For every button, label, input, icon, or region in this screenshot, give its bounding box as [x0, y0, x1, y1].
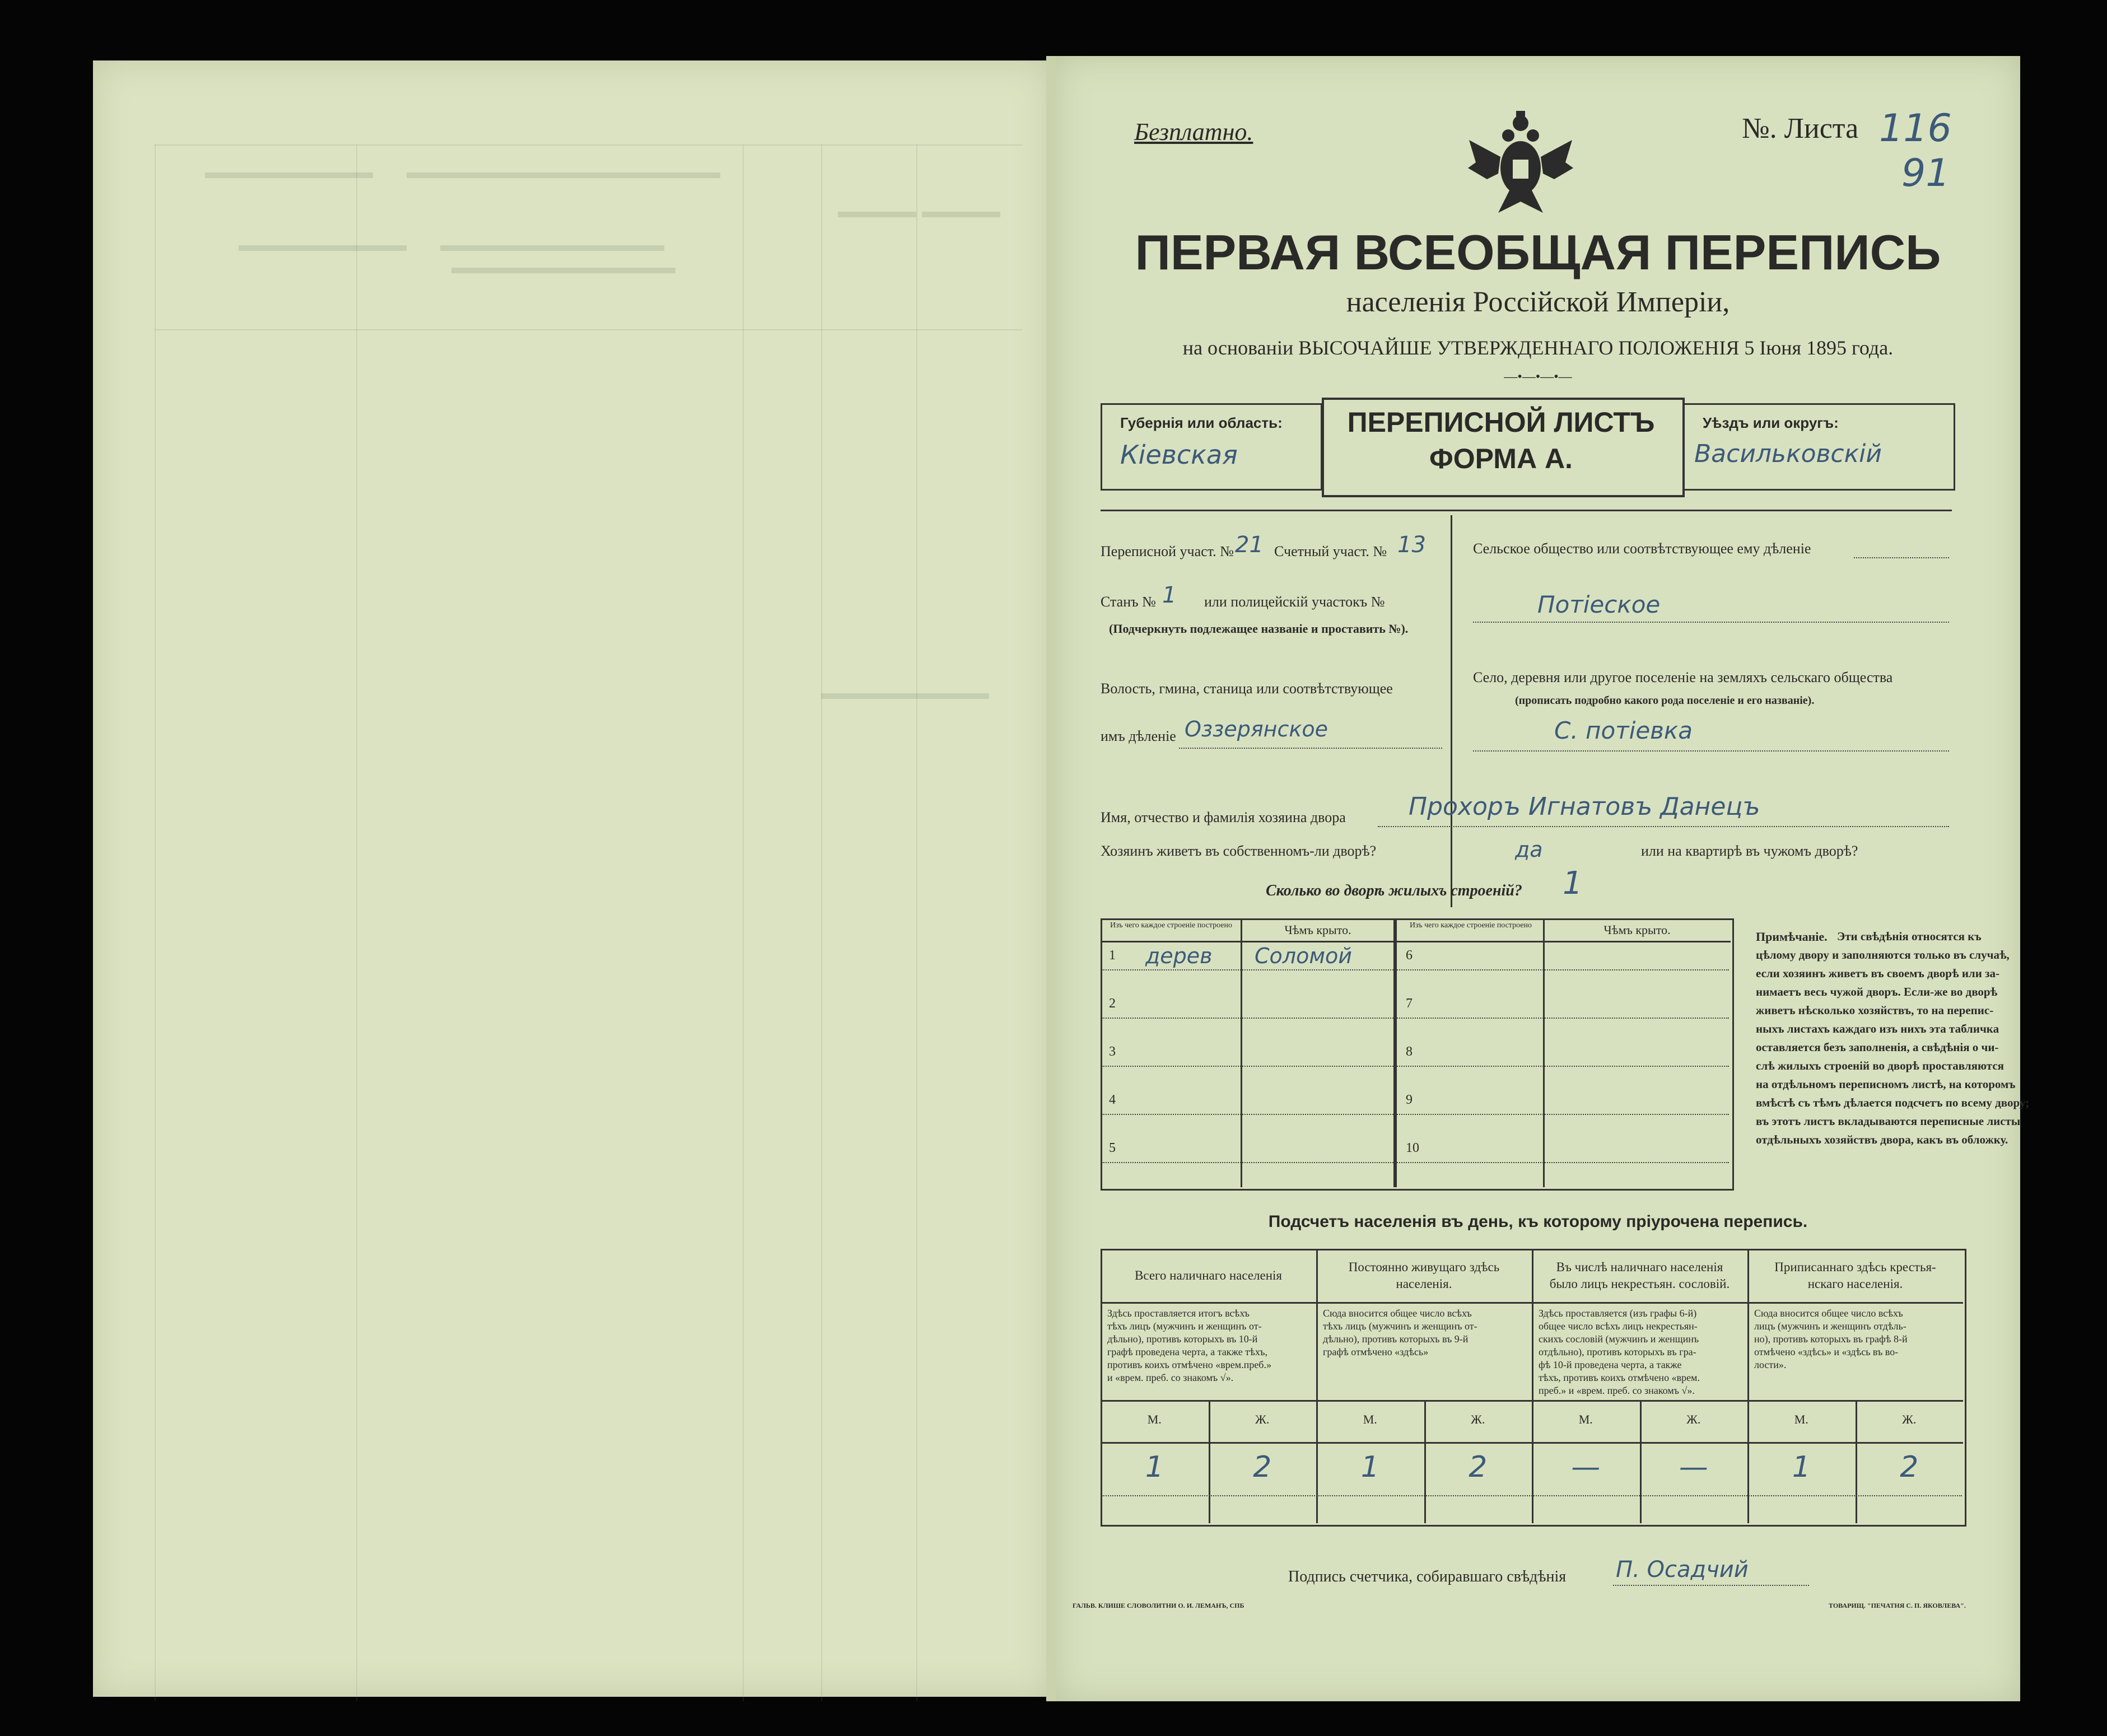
count-m-label: М. — [1147, 1412, 1162, 1426]
volost-label-1: Волость, гмина, станица или соотвѣтствующее — [1101, 680, 1393, 697]
count-values-rule — [1102, 1495, 1962, 1496]
signature-underline — [1613, 1585, 1809, 1586]
free-label: Безплатно. — [1134, 118, 1253, 146]
count-col-desc: и «врем. преб. со знакомъ √». — [1107, 1372, 1234, 1383]
count-col-desc: тѣхъ лицъ (мужчинъ и женщинъ от- — [1323, 1320, 1477, 1332]
material-header-left: Изъ чего каждое строеніе построено — [1110, 921, 1232, 930]
count-col-desc: скихъ сословій (мужчинъ и женщинъ — [1539, 1333, 1699, 1345]
volost-label-2: имъ дѣленіе — [1101, 728, 1176, 744]
count-col-desc: общее число всѣхъ лицъ некрестьян- — [1539, 1320, 1698, 1332]
note-line: цѣлому двору и заполняются только въ случаѣ, — [1756, 948, 2010, 962]
count-col-desc: Здѣсь проставляется итогъ всѣхъ — [1107, 1308, 1250, 1319]
count-f-value: 2 — [1900, 1450, 1919, 1484]
count-m-label: М. — [1363, 1412, 1377, 1426]
note-line: оставляется безъ заполненія, а свѣдѣнія о чи- — [1756, 1040, 1999, 1054]
province-value: Кіевская — [1120, 440, 1238, 470]
count-col-desc: фѣ 10-й проведена черта, а также — [1539, 1359, 1682, 1370]
buildings-table-col-3 — [1543, 918, 1545, 1187]
note-line: ныхъ листахъ каждаго изъ нихъ эта табличка — [1756, 1022, 1999, 1035]
count-col-head: было лицъ некрестьян. сословій. — [1549, 1277, 1730, 1291]
buildings-table-mid — [1393, 918, 1397, 1187]
count-col-head: нскаго населенія. — [1807, 1277, 1903, 1291]
count-f-value: 2 — [1469, 1450, 1488, 1484]
count-heading: Подсчетъ населенія въ день, къ которому пріурочена перепись. — [1268, 1212, 1808, 1231]
census-form-page — [1056, 56, 2030, 1701]
count-col-desc: противъ коихъ отмѣчено «врем.преб.» — [1107, 1359, 1271, 1370]
building-row-number: 10 — [1406, 1141, 1419, 1155]
building-row-rule — [1102, 1162, 1729, 1163]
count-m-value: — — [1571, 1450, 1601, 1484]
owner-value: Прохоръ Игнатовъ Данецъ — [1409, 792, 1760, 821]
fields-divider — [1451, 515, 1452, 907]
count-col-desc: тѣхъ лицъ (мужчинъ и женщинъ от- — [1107, 1320, 1262, 1332]
province-label: Губернія или область: — [1120, 414, 1283, 431]
society-value: Потіеское — [1537, 591, 1661, 618]
note-line: если хозяинъ живетъ въ своемъ дворѣ или за- — [1756, 967, 1999, 980]
building-row-rule — [1102, 1066, 1729, 1067]
count-col-desc: дѣльно), противъ которыхъ въ 9-й — [1323, 1333, 1469, 1345]
census-district-value: 21 — [1235, 532, 1264, 558]
signature-value: П. Осадчий — [1616, 1557, 1749, 1583]
building-row-rule — [1102, 1114, 1729, 1115]
society-underline-1 — [1854, 557, 1949, 558]
building-row-number: 1 — [1109, 948, 1116, 963]
village-note: (прописать подробно какого рода поселеніе и его названіе). — [1515, 694, 1815, 707]
own-yard-label: Хозяинъ живетъ въ собственномъ-ли дворѣ? — [1101, 843, 1377, 859]
building-row-number: 8 — [1406, 1044, 1413, 1059]
sheet-number-label: №. Листа — [1742, 113, 1859, 144]
volost-value: Оззерянское — [1185, 717, 1328, 741]
society-underline-2 — [1473, 622, 1949, 623]
note-line: въ этотъ листъ вкладываются переписные листы — [1756, 1114, 2021, 1128]
own-yard-value: да — [1515, 837, 1543, 862]
count-m-label: М. — [1794, 1412, 1808, 1426]
note-line: живетъ нѣсколько хозяйствъ, то на перепис- — [1756, 1004, 1994, 1017]
building-row-number: 5 — [1109, 1141, 1116, 1155]
building-row-number: 4 — [1109, 1093, 1116, 1107]
count-m-label: М. — [1578, 1412, 1593, 1426]
footer-right: ТОВАРИЩ. "ПЕЧАТНЯ С. П. ЯКОВЛЕВА". — [1829, 1602, 1966, 1609]
footer-left: ГАЛЬВ. КЛИШЕ СЛОВОЛИТНИ О. И. ЛЕМАНЪ, СПБ — [1073, 1602, 1244, 1609]
buildings-label: Сколько во дворѣ жилыхъ строеній? — [1266, 882, 1522, 899]
census-basis: на основаніи ВЫСОЧАЙШЕ УТВЕРЖДЕННАГО ПОЛОЖЕНІЯ 5 Іюня 1895 года. — [1182, 337, 1894, 359]
census-district-label: Переписной участ. № — [1101, 543, 1234, 559]
count-col-desc: Сюда вносится общее число всѣхъ — [1323, 1308, 1472, 1319]
building-row-number: 6 — [1406, 948, 1413, 963]
count-col-head: Всего наличнаго населенія — [1134, 1268, 1283, 1282]
district-label: Уѣздъ или округъ: — [1703, 414, 1839, 431]
village-underline — [1473, 750, 1949, 752]
count-col-head: Въ числѣ наличнаго населенія — [1556, 1260, 1723, 1274]
village-value: С. потіевка — [1554, 717, 1693, 744]
census-subtitle: населенія Россійской Имперіи, — [1346, 286, 1730, 318]
note-line: на отдѣльномъ переписномъ листѣ, на которомъ — [1756, 1077, 2016, 1091]
sheet-number-hand-2: 91 — [1901, 151, 1950, 195]
district-value: Васильковскій — [1694, 440, 1882, 468]
building-material: дерев — [1145, 944, 1213, 968]
building-row-number: 2 — [1109, 996, 1116, 1011]
count-col-desc: Здѣсь проставляется (изъ графы 6-й) — [1539, 1308, 1697, 1319]
note-line: нимаетъ весь чужой дворъ. Если-же во дворѣ — [1756, 985, 1998, 998]
note-line: Эти свѣдѣнія относятся къ — [1837, 930, 1982, 943]
count-col-desc: отмѣчено «здѣсь» и «здѣсь въ во- — [1754, 1346, 1899, 1357]
count-col-desc: преб.» и «врем. преб. со знакомъ √». — [1539, 1385, 1695, 1396]
police-label: или полицейскій участокъ № — [1204, 594, 1385, 610]
count-col-desc: Сюда вносится общее число всѣхъ — [1754, 1308, 1903, 1319]
owner-underline — [1378, 826, 1949, 827]
count-col-desc: лости». — [1754, 1359, 1787, 1370]
underline-note: (Подчеркнуть подлежащее названіе и проставить №). — [1109, 622, 1409, 636]
building-row-number: 9 — [1406, 1093, 1413, 1107]
count-f-value: 2 — [1253, 1450, 1272, 1484]
volost-underline — [1179, 748, 1442, 749]
count-m-value: 1 — [1792, 1450, 1811, 1484]
count-col-head: Приписаннаго здѣсь крестья- — [1774, 1260, 1936, 1274]
count-col-desc: но), противъ которыхъ въ графѣ 8-й — [1754, 1333, 1908, 1345]
count-col-head: населенія. — [1396, 1277, 1452, 1291]
count-f-label: Ж. — [1471, 1412, 1485, 1426]
building-row-number: 3 — [1109, 1044, 1116, 1059]
left-page — [93, 60, 1051, 1697]
count-district-value: 13 — [1397, 532, 1426, 558]
note-line: слѣ жилыхъ строеній во дворѣ проставляются — [1756, 1059, 2005, 1072]
sheet-number-hand-1: 116 — [1879, 106, 1952, 151]
count-f-label: Ж. — [1686, 1412, 1701, 1426]
count-col-head: Постоянно живущаго здѣсь — [1348, 1260, 1500, 1274]
count-col-desc: графѣ проведена черта, а также тѣхъ, — [1107, 1346, 1267, 1357]
signature-label: Подпись счетчика, собиравшаго свѣдѣнія — [1288, 1568, 1567, 1585]
building-row-number: 7 — [1406, 996, 1413, 1011]
material-header-right: Изъ чего каждое строеніе построено — [1410, 921, 1532, 930]
census-title: ПЕРВАЯ ВСЕОБЩАЯ ПЕРЕПИСЬ — [1135, 225, 1941, 280]
building-roof: Соломой — [1255, 944, 1352, 968]
society-label: Сельское общество или соотвѣтствующее ему дѣленіе — [1473, 540, 1811, 557]
count-f-label: Ж. — [1255, 1412, 1270, 1426]
building-row-rule — [1102, 1018, 1729, 1019]
buildings-table-head-rule — [1101, 941, 1731, 942]
building-row-rule — [1102, 969, 1729, 970]
count-col-desc: отдѣльно), противъ которыхъ въ гра- — [1539, 1346, 1696, 1357]
count-f-value: — — [1679, 1450, 1708, 1484]
stan-value: 1 — [1162, 582, 1177, 608]
count-m-value: 1 — [1145, 1450, 1164, 1484]
count-col-desc: тѣхъ, противъ коихъ отмѣчено «врем. — [1539, 1372, 1700, 1383]
note-line: отдѣльныхъ хозяйствъ двора, какъ въ обложку. — [1756, 1133, 2008, 1146]
count-col-desc: дѣльно), противъ которыхъ въ 10-й — [1107, 1333, 1258, 1345]
form-title: ФОРМА А. — [1429, 443, 1573, 474]
roof-header-right: Чѣмъ крыто. — [1603, 923, 1671, 937]
fields-top-rule — [1101, 510, 1952, 511]
count-col-desc: графѣ отмѣчено «здѣсь» — [1323, 1346, 1429, 1357]
count-m-value: 1 — [1360, 1450, 1379, 1484]
owner-label: Имя, отчество и фамилія хозяина двора — [1101, 809, 1346, 825]
count-district-label: Счетный участ. № — [1274, 543, 1387, 559]
stan-label: Станъ № — [1101, 594, 1156, 610]
imperial-eagle-icon — [1465, 106, 1577, 218]
note-line: вмѣстѣ съ тѣмъ дѣлается подсчетъ по всему двору; — [1756, 1096, 2030, 1109]
roof-header-left: Чѣмъ крыто. — [1284, 923, 1351, 937]
count-col-desc: лицъ (мужчинъ и женщинъ отдѣль- — [1754, 1320, 1906, 1332]
note-title: Примѣчаніе. — [1756, 930, 1828, 944]
buildings-value: 1 — [1563, 865, 1583, 902]
ornament-divider: —•—•—•— — [1504, 370, 1572, 384]
village-label: Село, деревня или другое поселеніе на земляхъ сельскаго общества — [1473, 669, 1893, 685]
apartment-label: или на квартирѣ въ чужомъ дворѣ? — [1641, 843, 1858, 859]
buildings-table-col-1 — [1241, 918, 1242, 1187]
count-f-label: Ж. — [1902, 1412, 1917, 1426]
sheet-title: ПЕРЕПИСНОЙ ЛИСТЪ — [1347, 407, 1655, 438]
